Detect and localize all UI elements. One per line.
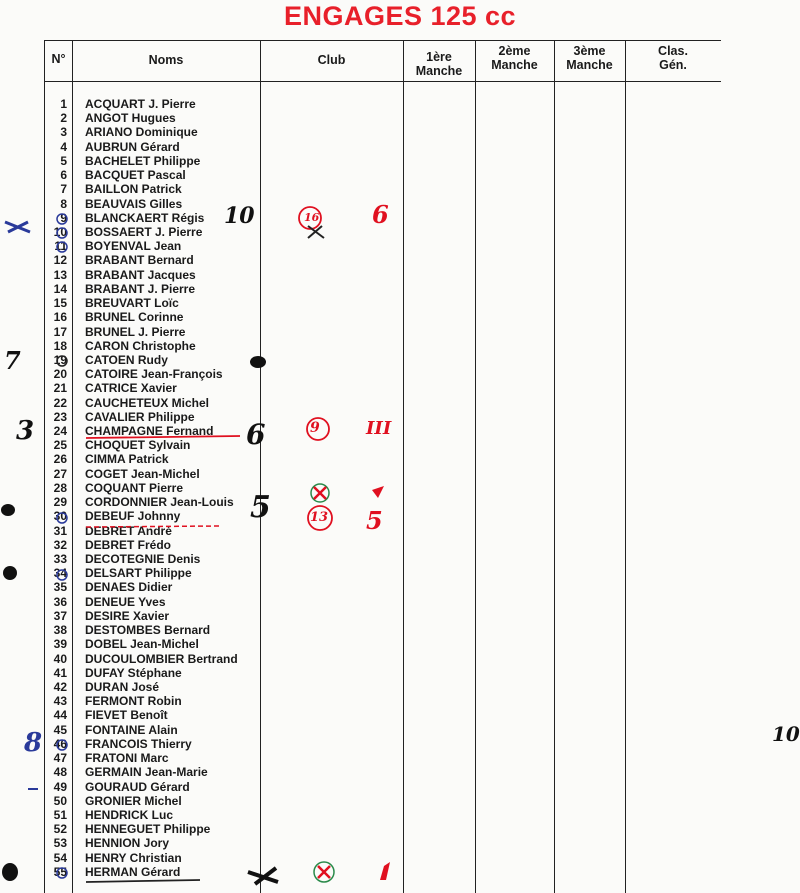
entry-row: [44, 296, 720, 310]
entry-name: DECOTEGNIE Denis: [85, 552, 201, 566]
entry-name: CATOEN Rudy: [85, 352, 168, 367]
entry-name: AUBRUN Gérard: [85, 139, 180, 154]
entry-number: 53: [53, 836, 67, 851]
entry-number: 39: [53, 637, 67, 652]
entry-row: [44, 652, 720, 666]
entry-row: [44, 438, 720, 452]
entry-row: [44, 765, 720, 779]
entry-name: GOURAUD Gérard: [85, 779, 190, 794]
entry-number: 52: [53, 822, 67, 837]
handwritten-manche1-III: III: [366, 418, 392, 439]
entry-number: 36: [53, 594, 67, 609]
entry-number: 6: [60, 168, 67, 183]
entry-number: 5: [60, 153, 67, 168]
handwritten-10: 10: [224, 203, 255, 229]
entry-row: [44, 381, 720, 395]
entry-name: BLANCKAERT Régis: [85, 210, 205, 225]
entry-name: DUCOULOMBIER Bertrand: [85, 651, 238, 666]
entry-name: DESIRE Xavier: [85, 608, 170, 623]
entry-name: ANGOT Hugues: [85, 111, 176, 126]
entry-name: CARON Christophe: [85, 338, 196, 353]
entry-row: [44, 396, 720, 410]
entry-number: 34: [53, 566, 67, 581]
handwritten-24-6: 6: [246, 418, 266, 451]
entry-name: ARIANO Dominique: [85, 125, 198, 140]
header-manche-3-line1: 3ème: [573, 44, 606, 58]
entry-number: 23: [53, 409, 67, 424]
entry-row: [44, 723, 720, 737]
entry-number: 55: [53, 864, 67, 879]
entry-name: BEAUVAIS Gilles: [85, 196, 183, 211]
entry-row: [44, 566, 720, 580]
entry-name: BRUNEL Corinne: [85, 310, 184, 325]
header-num: N°: [51, 52, 66, 66]
handwritten-club-9: 9: [310, 420, 320, 436]
entry-name: HENRY Christian: [85, 850, 182, 865]
handwritten-margin-10: 10: [772, 722, 800, 746]
entry-number: 29: [53, 495, 67, 510]
entry-number: 15: [53, 296, 67, 311]
entry-name: HENNION Jory: [85, 836, 170, 851]
entry-number: 7: [60, 182, 67, 197]
entry-name: DEBRET André: [85, 523, 172, 538]
entry-row: [44, 253, 720, 267]
entry-number: 41: [53, 665, 67, 680]
header-divider: [45, 81, 721, 82]
entry-row: [44, 580, 720, 594]
entry-row: [44, 836, 720, 850]
entry-row: [44, 367, 720, 381]
entry-name: BRABANT Jacques: [85, 267, 196, 282]
entry-number: 20: [53, 367, 67, 382]
entry-name: DELSART Philippe: [85, 566, 192, 581]
entry-number: 47: [53, 751, 67, 766]
entry-number: 17: [53, 324, 67, 339]
entry-row: [44, 609, 720, 623]
entry-number: 49: [53, 779, 67, 794]
header-manche-3-line2: Manche: [566, 58, 613, 72]
entry-name: HENDRICK Luc: [85, 807, 174, 822]
entry-number: 3: [60, 125, 67, 140]
entry-number: 50: [53, 793, 67, 808]
entry-name: COQUANT Pierre: [85, 480, 184, 495]
entry-name: DUFAY Stéphane: [85, 665, 182, 680]
entry-name: FRATONI Marc: [85, 751, 169, 766]
entry-name: DEBRET Frédo: [85, 537, 172, 552]
header-noms: Noms: [148, 53, 184, 67]
entry-number: 46: [53, 736, 67, 751]
entry-number: 43: [53, 694, 67, 709]
handwritten-club-13: 13: [310, 510, 329, 525]
handwritten-manche1-5: 5: [366, 506, 383, 535]
entry-row: [44, 552, 720, 566]
entry-number: 37: [53, 608, 67, 623]
entry-number: 25: [53, 438, 67, 453]
header-manche-2-line1: 2ème: [498, 44, 531, 58]
entry-number: 54: [53, 850, 67, 865]
entry-number: 1: [60, 97, 67, 111]
entry-number: 40: [53, 651, 67, 666]
entry-name: CAUCHETEUX Michel: [85, 395, 210, 410]
entry-name: BOYENVAL Jean: [85, 239, 182, 254]
entry-name: BRABANT J. Pierre: [85, 281, 196, 296]
entry-name: CATOIRE Jean-François: [85, 367, 223, 382]
header-manche-1-line2: Manche: [415, 64, 463, 78]
entry-name: BRUNEL J. Pierre: [85, 324, 186, 339]
entry-name: DURAN José: [85, 679, 160, 694]
header-manche-2: [475, 44, 554, 72]
entry-number: 51: [53, 807, 67, 822]
entry-row: [44, 595, 720, 609]
entry-number: 2: [60, 111, 67, 126]
entry-row: [44, 154, 720, 168]
entry-name: BOSSAERT J. Pierre: [85, 224, 203, 239]
entry-name: DENAES Didier: [85, 580, 173, 595]
entry-row: [44, 97, 720, 111]
entry-number: 44: [53, 708, 67, 723]
entry-row: [44, 481, 720, 495]
entry-name: CATRICE Xavier: [85, 381, 177, 396]
entry-row: [44, 851, 720, 865]
entry-number: 26: [53, 452, 67, 467]
entry-name: BACQUET Pascal: [85, 168, 186, 183]
entry-name: DESTOMBES Bernard: [85, 623, 211, 638]
header-manche-3: [554, 44, 625, 72]
entry-row: [44, 623, 720, 637]
entry-number: 30: [53, 509, 67, 524]
entry-number: 22: [53, 395, 67, 410]
entry-row: [44, 808, 720, 822]
entry-name: CIMMA Patrick: [85, 452, 169, 467]
entry-row: [44, 780, 720, 794]
page-title: ENGAGES 125 cc: [283, 1, 517, 31]
entry-row: [44, 282, 720, 296]
header-manche-2-line2: Manche: [491, 58, 538, 72]
entry-name: CHOQUET Sylvain: [85, 438, 191, 453]
header-classement-line2: Gén.: [659, 58, 687, 72]
entry-number: 38: [53, 623, 67, 638]
entry-number: 42: [53, 679, 67, 694]
entry-number: 24: [53, 424, 67, 439]
entry-name: HENNEGUET Philippe: [85, 822, 211, 837]
entry-number: 27: [53, 466, 67, 481]
header-manche-1: [403, 50, 475, 78]
entry-row: [44, 125, 720, 139]
entry-number: 14: [53, 281, 67, 296]
entry-row: [44, 751, 720, 765]
entry-name: COGET Jean-Michel: [85, 466, 200, 481]
entry-row: [44, 737, 720, 751]
handwritten-7: 7: [4, 346, 21, 375]
entry-number: 32: [53, 537, 67, 552]
entry-name: BACHELET Philippe: [85, 153, 201, 168]
entry-number: 45: [53, 722, 67, 737]
entry-row: [44, 268, 720, 282]
entry-name: ACQUART J. Pierre: [85, 97, 196, 111]
entry-row: [44, 339, 720, 353]
handwritten-3: 3: [16, 416, 35, 446]
entry-name: BREUVART Loïc: [85, 296, 179, 311]
entry-name: DOBEL Jean-Michel: [85, 637, 199, 652]
entry-number: 10: [53, 224, 67, 239]
entry-number: 35: [53, 580, 67, 595]
entry-name: BAILLON Patrick: [85, 182, 182, 197]
entry-row: [44, 168, 720, 182]
header-classement-line1: Clas.: [658, 44, 688, 58]
entry-number: 16: [53, 310, 67, 325]
entry-number: 9: [60, 210, 67, 225]
handwritten-29-5: 5: [250, 490, 271, 525]
handwritten-manche1-6: 6: [372, 200, 389, 229]
entry-row: [44, 708, 720, 722]
entry-row: [44, 666, 720, 680]
entry-row: [44, 680, 720, 694]
entry-row: [44, 325, 720, 339]
entry-row: [44, 794, 720, 808]
entry-name: GERMAIN Jean-Marie: [85, 765, 208, 780]
entry-row: [44, 637, 720, 651]
header-manche-1-line1: 1ère: [426, 50, 452, 64]
header-classement: [625, 44, 721, 72]
entry-row: [44, 182, 720, 196]
entry-row: [44, 239, 720, 253]
entry-number: 18: [53, 338, 67, 353]
entry-row: [44, 865, 720, 879]
entry-number: 19: [53, 352, 67, 367]
entry-row: [44, 452, 720, 466]
entry-number: 13: [53, 267, 67, 282]
entry-name: CAVALIER Philippe: [85, 409, 195, 424]
handwritten-8: 8: [24, 728, 43, 758]
entry-name: FERMONT Robin: [85, 694, 182, 709]
entry-name: CHAMPAGNE Fernand: [85, 424, 214, 439]
entry-row: [44, 822, 720, 836]
header-club: Club: [317, 53, 346, 67]
entry-row: [44, 538, 720, 552]
entry-number: 28: [53, 480, 67, 495]
entry-number: 8: [60, 196, 67, 211]
entry-row: [44, 694, 720, 708]
entry-row: [44, 140, 720, 154]
entry-number: 31: [53, 523, 67, 538]
entry-number: 12: [53, 253, 67, 268]
entry-number: 48: [53, 765, 67, 780]
entry-number: 4: [60, 139, 67, 154]
entry-name: FONTAINE Alain: [85, 722, 178, 737]
entry-number: 21: [53, 381, 67, 396]
entry-row: [44, 467, 720, 481]
entry-name: HERMAN Gérard: [85, 864, 181, 879]
entry-name: DEBEUF Johnny: [85, 509, 181, 524]
entry-number: 33: [53, 552, 67, 566]
entry-row: [44, 310, 720, 324]
entry-name: GRONIER Michel: [85, 793, 182, 808]
entry-row: [44, 111, 720, 125]
handwritten-club-16: 16: [304, 211, 320, 224]
entry-number: 11: [54, 239, 67, 254]
entry-name: CORDONNIER Jean-Louis: [85, 495, 234, 510]
entry-name: FIEVET Benoît: [85, 708, 168, 723]
entry-row: [44, 353, 720, 367]
entry-name: BRABANT Bernard: [85, 253, 194, 268]
entry-name: FRANCOIS Thierry: [85, 736, 192, 751]
entry-name: DENEUE Yves: [85, 594, 166, 609]
